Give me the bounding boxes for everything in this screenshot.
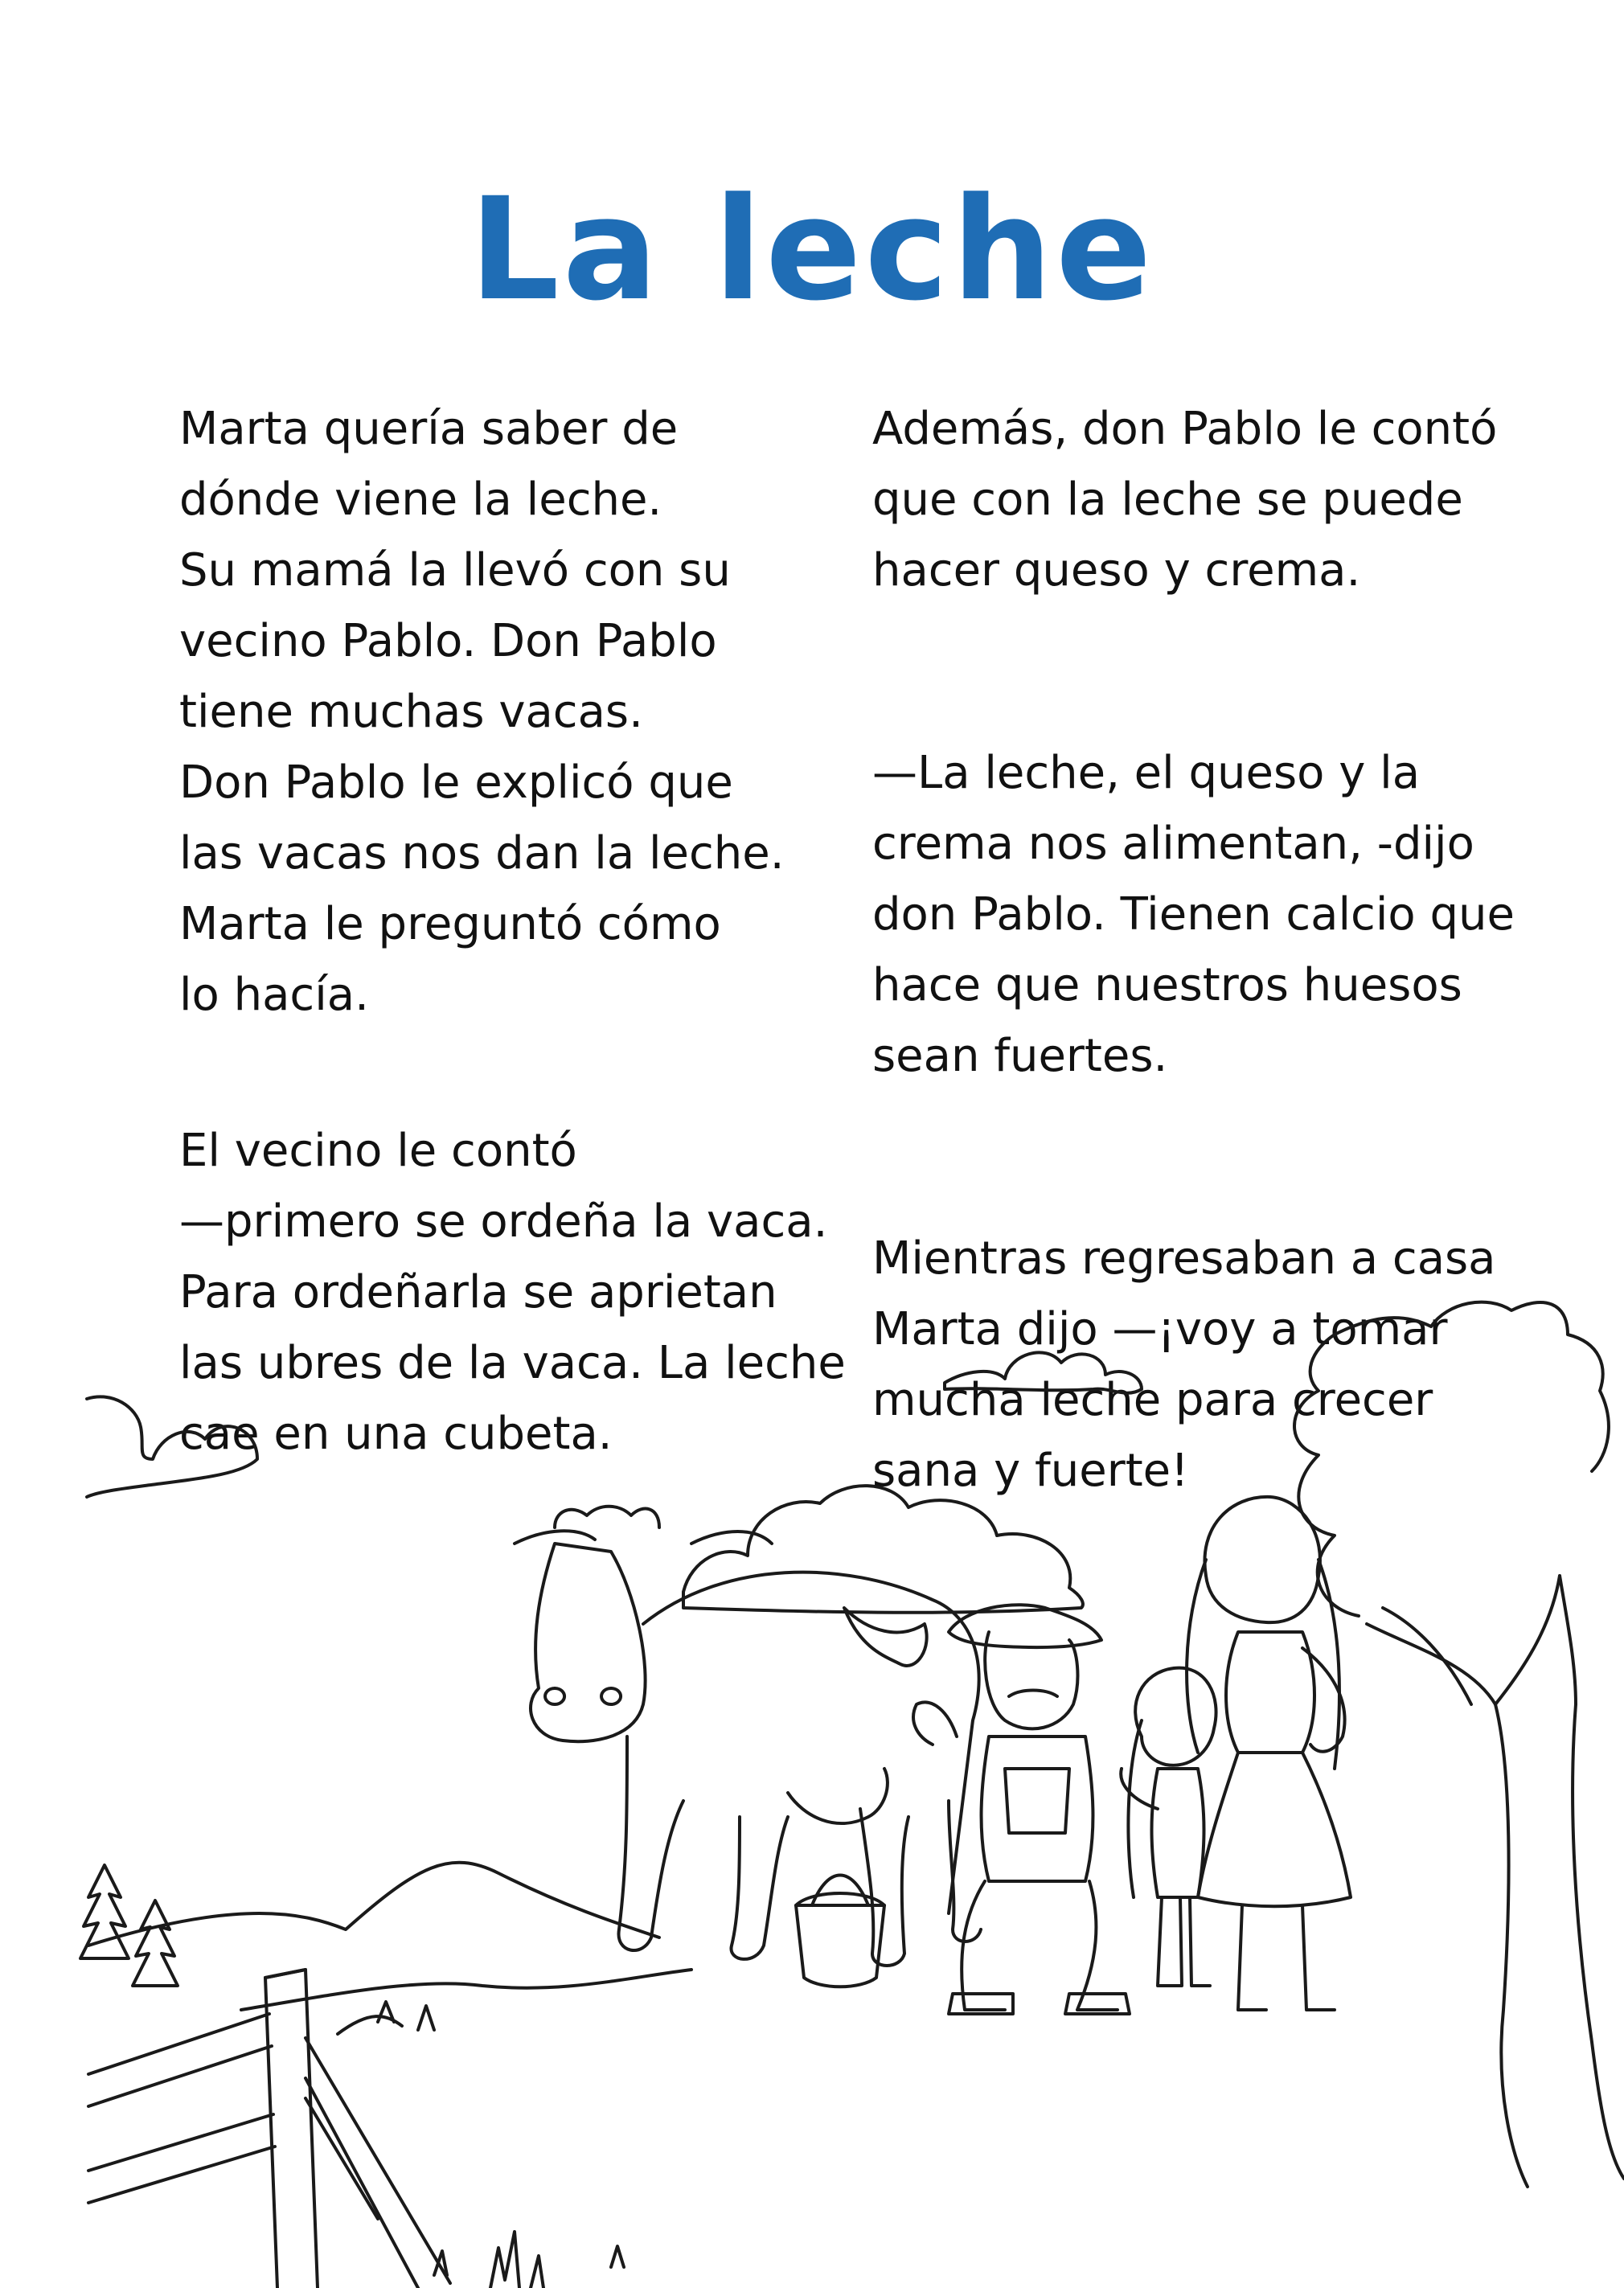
wooden-fence — [88, 1970, 450, 2288]
farm-coloring-illustration — [0, 1286, 1624, 2288]
story-paragraph-3: Además, don Pablo le contó que con la leche se puede hacer queso y crema. — [872, 403, 1498, 597]
page-title: La leche — [469, 166, 1155, 332]
mother — [1187, 1497, 1351, 2010]
story-paragraph-4: —La leche, el queso y la crema nos alimentan, -dijo don Pablo. Tienen calcio que hace que nuestros huesos sean fuertes. — [872, 747, 1515, 1082]
grass — [434, 2232, 624, 2288]
cloud-left — [87, 1396, 257, 1497]
cow — [515, 1507, 981, 1966]
farmer-don-pablo — [913, 1605, 1130, 2014]
story-paragraph-2: El vecino le contó —primero se ordeña la vaca. Para ordeñarla se aprietan las ubres de la vaca. La leche cae en una cubeta. — [179, 1125, 846, 1460]
cloud-right — [945, 1352, 1142, 1392]
cloud-center — [683, 1486, 1083, 1613]
story-paragraph-1: Marta quería saber de dónde viene la leche. Su mamá la llevó con su vecino Pablo. Don Pablo tiene muchas vacas. Don Pablo le explicó que las vacas nos dan la leche. Marta le preguntó cómo lo hacía. — [179, 403, 785, 1021]
story-paragraph-5: Mientras regresaban a casa Marta dijo —¡voy a tomar mucha leche para crecer sana y fuerte! — [872, 1232, 1496, 1497]
tree — [1294, 1302, 1624, 2187]
hills — [88, 1863, 691, 2034]
girl-marta — [1121, 1668, 1216, 1986]
